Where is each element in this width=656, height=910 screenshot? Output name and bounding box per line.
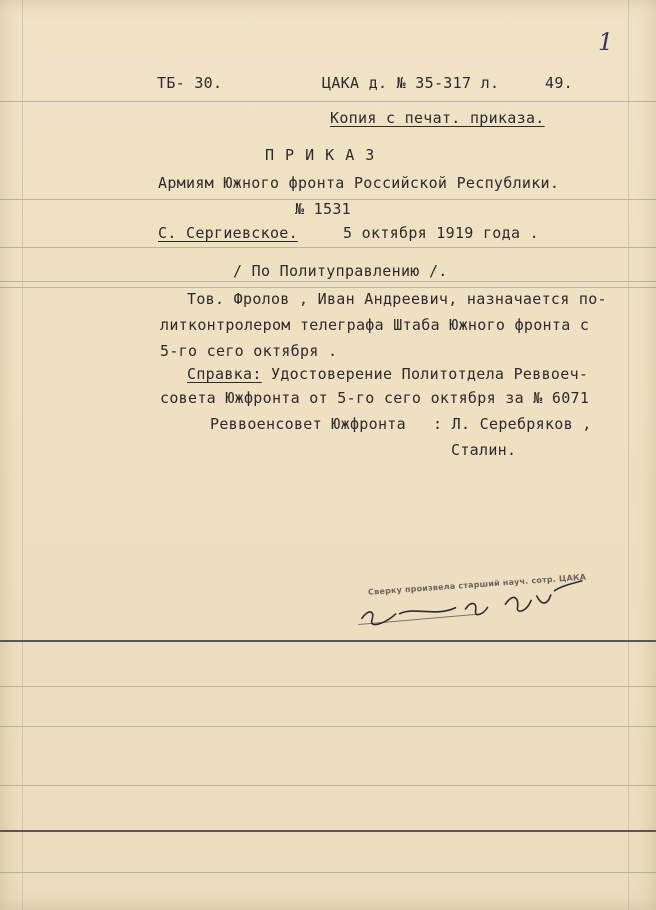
order-date: 5 октября 1919 года . <box>343 224 539 242</box>
ruled-line <box>0 287 656 288</box>
fund-code: ТБ- 30. <box>157 74 223 92</box>
ruled-line <box>0 785 656 786</box>
signer: : Л. Серебряков , <box>433 415 592 433</box>
archive-reference: ЦАКА д. № 35-317 л. <box>322 74 500 92</box>
ruled-line <box>0 872 656 873</box>
body-line: Тов. Фролов , Иван Андреевич, назначается по- <box>187 290 607 308</box>
ruled-line <box>0 640 656 642</box>
margin-rule <box>22 0 23 910</box>
handwritten-page-number: 1 <box>598 28 614 56</box>
ruled-line <box>0 247 656 248</box>
sheet-number: 49. <box>545 74 573 92</box>
order-place: С. Сергиевское. <box>158 224 298 242</box>
reference-text: Удостоверение Политотдела Реввоеч- <box>261 365 589 383</box>
signer: Сталин. <box>451 441 517 459</box>
copy-note: Копия с печат. приказа. <box>330 109 545 127</box>
ruled-line <box>0 281 656 282</box>
order-title: П Р И К А З <box>265 146 376 164</box>
stamp-text: Сверку произвела старший науч. сотр. ЦАКА <box>367 572 587 597</box>
reference-text: совета Южфронта от 5-го сего октября за № 6071 <box>160 389 590 407</box>
body-line: 5-го сего октября . <box>160 342 338 360</box>
order-section: / По Политуправлению /. <box>233 262 448 280</box>
council-name: Реввоенсовет Южфронта <box>210 415 406 433</box>
ruled-line <box>0 101 656 102</box>
body-line: литконтролером телеграфа Штаба Южного фронта с <box>160 316 590 334</box>
margin-rule <box>628 0 629 910</box>
verification-stamp <box>354 569 607 632</box>
handwritten-signature-mark <box>354 569 607 632</box>
ruled-line <box>0 726 656 727</box>
reference-label: Справка: <box>187 365 262 383</box>
ruled-line <box>0 686 656 687</box>
ruled-line <box>0 830 656 832</box>
order-addressee: Армиям Южного фронта Российской Республики. <box>158 174 560 192</box>
order-number: № 1531 <box>295 200 351 218</box>
